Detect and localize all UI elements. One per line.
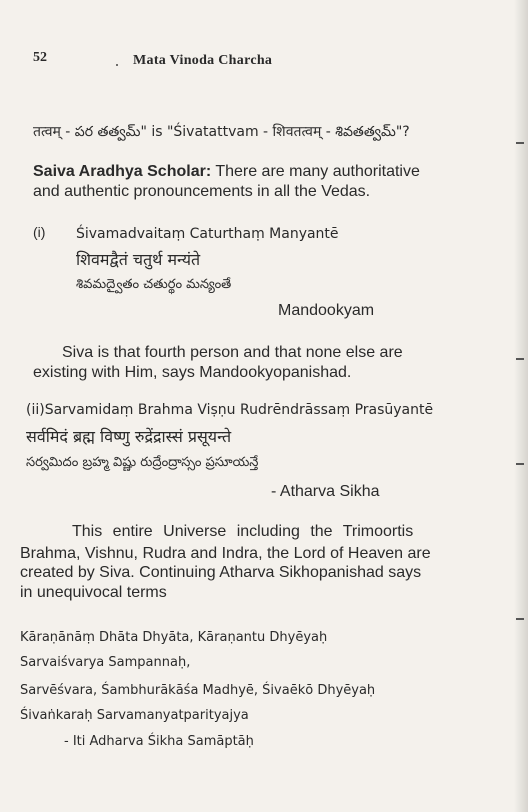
item1-translation-1: Siva is that fourth person and that none else are xyxy=(62,344,403,361)
paragraph-line-1: This entire Universe including the Trimoortis xyxy=(72,523,414,540)
item2-source: - Atharva Sikha xyxy=(271,483,380,500)
paragraph-line-3: created by Siva. Continuing Atharva Sikhopanishad says xyxy=(20,564,422,581)
margin-mark xyxy=(516,618,524,620)
page-edge-shadow xyxy=(514,0,528,812)
scholar-text-2: and authentic pronouncements in all the Vedas. xyxy=(33,183,371,200)
verse-line-4: Śivaṅkaraḥ Sarvamanyatparityajya xyxy=(20,708,249,723)
scholar-text-1: There are many authoritative xyxy=(215,163,420,180)
scholar-line-1 xyxy=(33,163,420,181)
item1-telugu: శివమద్వైతం చతుర్థం మన్యంతే xyxy=(76,277,232,292)
margin-mark xyxy=(516,358,524,360)
margin-mark xyxy=(516,142,524,144)
item1-devanagari: शिवमद्वैतं चतुर्थ मन्यंते xyxy=(76,250,201,269)
paragraph-line-2: Brahma, Vishnu, Rudra and Indra, the Lord of Heaven are xyxy=(20,545,431,562)
running-title: Mata Vinoda Charcha xyxy=(133,53,273,68)
item2-telugu: సర్వమిదం బ్రహ్మ విష్ణు రుద్రేంద్రాస్సం ప్రసూయన్తే xyxy=(26,455,259,470)
page-number: 52 xyxy=(33,50,47,65)
verse-line-3: Sarvēśvara, Śambhurākāśa Madhyē, Śivaēkō Dhyēyaḥ xyxy=(20,683,376,698)
verse-line-1: Kāraṇānāṃ Dhāta Dhyāta, Kāraṇantu Dhyēyaḥ xyxy=(20,630,328,645)
item2-roman: (ii)Sarvamidaṃ Brahma Viṣṇu Rudrēndrāssaṃ Prasūyantē xyxy=(26,402,434,418)
scholar-label: Saiva Aradhya Scholar: xyxy=(33,163,212,180)
intro-line: तत्वम् - పర తత్వమ్" is "Śivatattvam - शिवतत्वम् - శివతత్వమ్"? xyxy=(33,124,410,140)
verse-line-5: - Iti Adharva Śikha Samāptāḥ xyxy=(64,734,254,749)
item2-devanagari: सर्वमिदं ब्रह्म विष्णु रुद्रेंद्रास्सं प्रसूयन्ते xyxy=(26,427,232,446)
item1-label: (i) xyxy=(33,224,46,240)
verse-line-2: Sarvaiśvarya Sampannaḥ, xyxy=(20,655,191,670)
paragraph-line-4: in unequivocal terms xyxy=(20,584,167,601)
speck xyxy=(116,64,118,66)
item1-translation-2: existing with Him, says Mandookyopanishad. xyxy=(33,364,352,381)
item1-roman: Śivamadvaitaṃ Caturthaṃ Manyantē xyxy=(76,226,339,242)
item1-source: Mandookyam xyxy=(278,302,375,319)
margin-mark xyxy=(516,463,524,465)
